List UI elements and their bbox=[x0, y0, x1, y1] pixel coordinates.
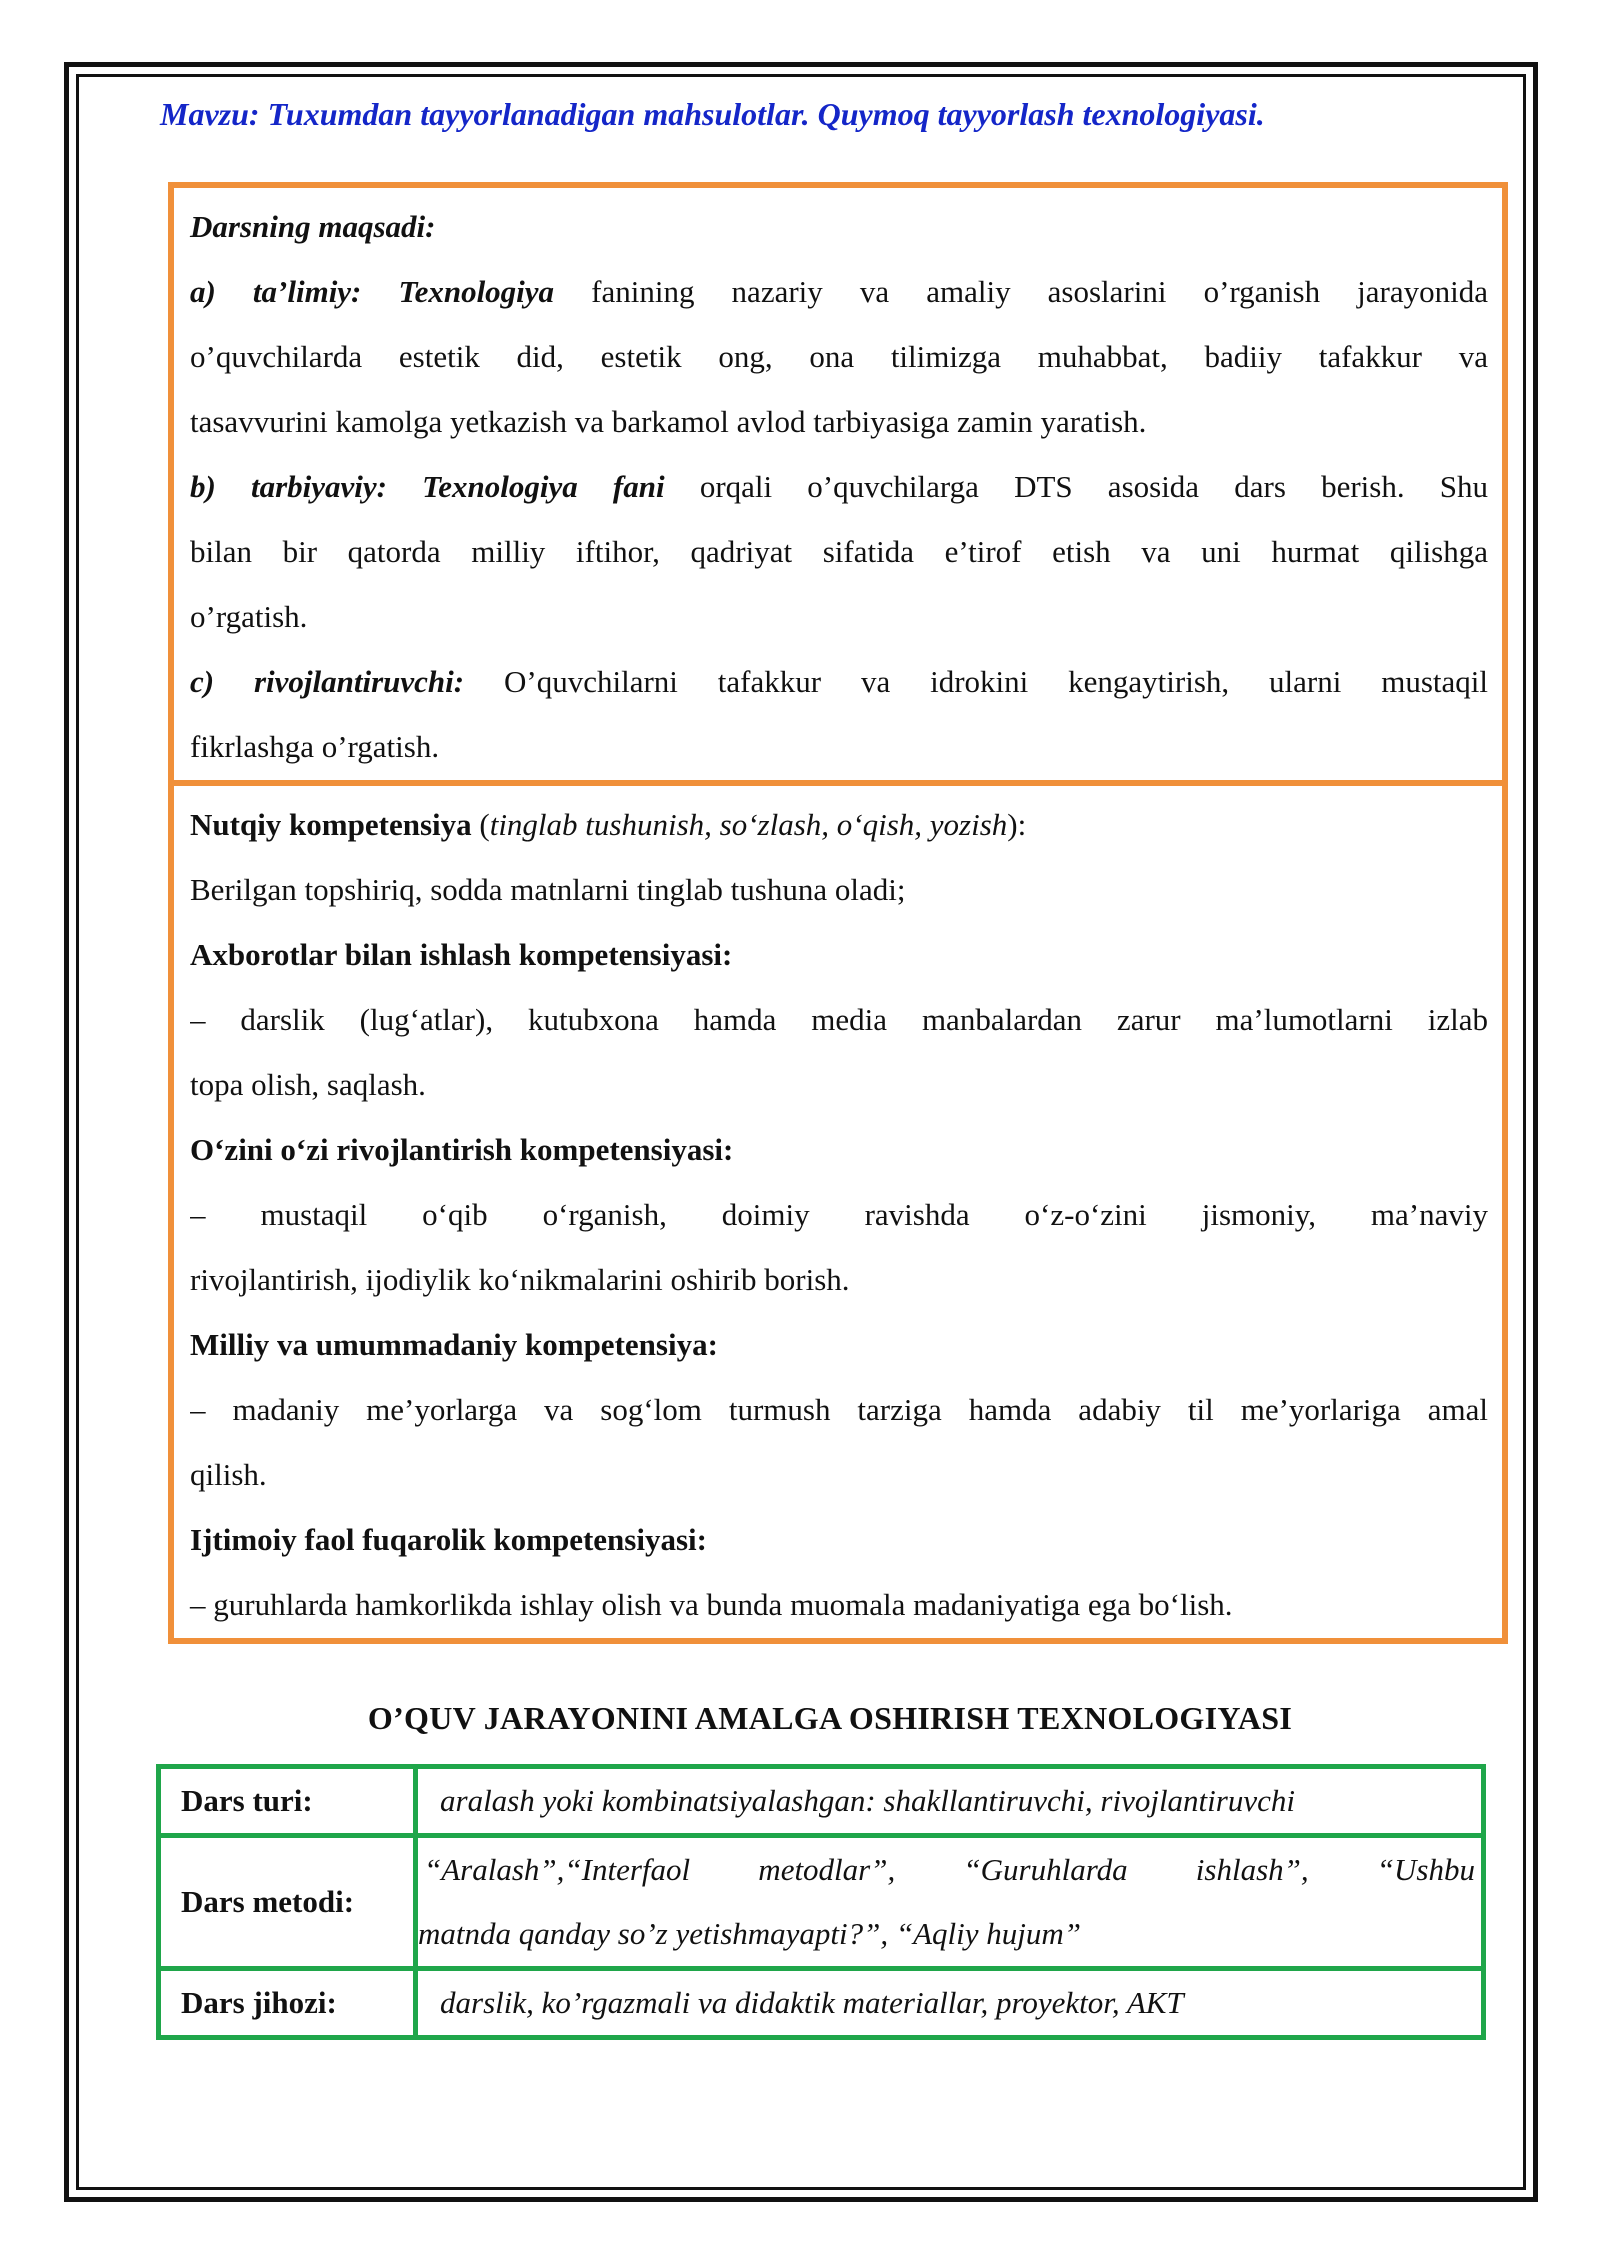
row-value-dars-jihozi bbox=[416, 1969, 1484, 2038]
row-label-dars-metodi: Dars metodi: bbox=[159, 1836, 416, 1969]
dars-jihozi-text: darslik, ko’rgazmali va didaktik materiallar, proyektor, AKT bbox=[440, 1985, 1184, 2020]
nutqiy-skills: tinglab tushunish, so‘zlash, o‘qish, yozish bbox=[489, 807, 1008, 842]
row-value-dars-turi bbox=[416, 1767, 1484, 1836]
goal-a-line-2: o’quvchilarda estetik did, estetik ong, ona tilimizga muhabbat, badiiy tafakkur va bbox=[190, 339, 1488, 374]
goal-b-line-3: o’rgatish. bbox=[190, 599, 308, 634]
nutqiy-paren-open: ( bbox=[471, 807, 490, 842]
technology-table bbox=[156, 1764, 1486, 2040]
goal-b-line-1 bbox=[190, 454, 1488, 519]
goal-c-line-1 bbox=[190, 649, 1488, 714]
dars-metodi-line-1: “Aralash”,“Interfaol metodlar”, “Guruhlarda ishlash”, “Ushbu bbox=[424, 1852, 1475, 1887]
competencies-box bbox=[168, 780, 1508, 1644]
ozini-label: O‘zini o‘zi rivojlantirish kompetensiyasi: bbox=[190, 1132, 734, 1167]
axborot-line-1: – darslik (lug‘atlar), kutubxona hamda media manbalardan zarur ma’lumotlarni izlab bbox=[190, 1002, 1488, 1037]
goal-a-text-1: fanining nazariy va amaliy asoslarini o’rganish jarayonida bbox=[591, 274, 1488, 309]
technology-heading: O’QUV JARAYONINI AMALGA OSHIRISH TEXNOLOGIYASI bbox=[367, 1700, 1293, 1736]
goal-b-text-1: orqali o’quvchilarga DTS asosida dars berish. Shu bbox=[699, 469, 1488, 504]
goal-a-line-3: tasavvurini kamolga yetkazish va barkamol avlod tarbiyasiga zamin yaratish. bbox=[190, 404, 1147, 439]
goal-c-line-2: fikrlashga o’rgatish. bbox=[190, 729, 440, 764]
dars-metodi-line-2: matnda qanday so’z yetishmayapti?”, “Aqliy hujum” bbox=[418, 1916, 1082, 1951]
lesson-title: Mavzu: Tuxumdan tayyorlanadigan mahsulotlar. Quymoq tayyorlash texnologiyasi. bbox=[160, 96, 1265, 132]
goal-c-text-1: O’quvchilarni tafakkur va idrokini kengaytirish, ularni mustaqil bbox=[504, 664, 1488, 699]
ijtimoiy-line-1: – guruhlarda hamkorlikda ishlay olish va bunda muomala madaniyatiga ega bo‘lish. bbox=[190, 1587, 1233, 1622]
nutqiy-text: Berilgan topshiriq, sodda matnlarni tinglab tushuna oladi; bbox=[190, 872, 906, 907]
table-row bbox=[159, 1836, 1484, 1969]
goal-b-label: b) tarbiyaviy: Texnologiya fani bbox=[190, 469, 665, 504]
nutqiy-paren-close: ): bbox=[1007, 807, 1027, 842]
goal-c-label: c) rivojlantiruvchi: bbox=[190, 664, 465, 699]
row-value-dars-metodi bbox=[416, 1836, 1484, 1969]
table-row bbox=[159, 1767, 1484, 1836]
milliy-line-2: qilish. bbox=[190, 1457, 267, 1492]
axborot-label: Axborotlar bilan ishlash kompetensiyasi: bbox=[190, 937, 733, 972]
goals-heading: Darsning maqsadi: bbox=[190, 209, 436, 244]
goal-b-line-2: bilan bir qatorda milliy iftihor, qadriyat sifatida e’tirof etish va uni hurmat qilishga bbox=[190, 534, 1488, 569]
milliy-label: Milliy va umummadaniy kompetensiya: bbox=[190, 1327, 718, 1362]
goal-a-label: a) ta’limiy: Texnologiya bbox=[190, 274, 555, 309]
table-row bbox=[159, 1969, 1484, 2038]
nutqiy-line bbox=[190, 792, 1488, 857]
nutqiy-label: Nutqiy kompetensiya bbox=[190, 807, 472, 842]
dars-turi-text: aralash yoki kombinatsiyalashgan: shakllantiruvchi, rivojlantiruvchi bbox=[440, 1783, 1295, 1818]
goal-a-line-1 bbox=[190, 259, 1488, 324]
axborot-line-2: topa olish, saqlash. bbox=[190, 1067, 426, 1102]
row-label-dars-jihozi: Dars jihozi: bbox=[159, 1969, 416, 2038]
milliy-line-1: – madaniy me’yorlarga va sog‘lom turmush tarziga hamda adabiy til me’yorlariga amal bbox=[190, 1392, 1488, 1427]
goals-box bbox=[168, 182, 1508, 786]
row-label-dars-turi: Dars turi: bbox=[159, 1767, 416, 1836]
ozini-line-2: rivojlantirish, ijodiylik ko‘nikmalarini oshirib borish. bbox=[190, 1262, 850, 1297]
ijtimoiy-label: Ijtimoiy faol fuqarolik kompetensiyasi: bbox=[190, 1522, 707, 1557]
ozini-line-1: – mustaqil o‘qib o‘rganish, doimiy ravishda o‘z-o‘zini jismoniy, ma’naviy bbox=[190, 1197, 1488, 1232]
